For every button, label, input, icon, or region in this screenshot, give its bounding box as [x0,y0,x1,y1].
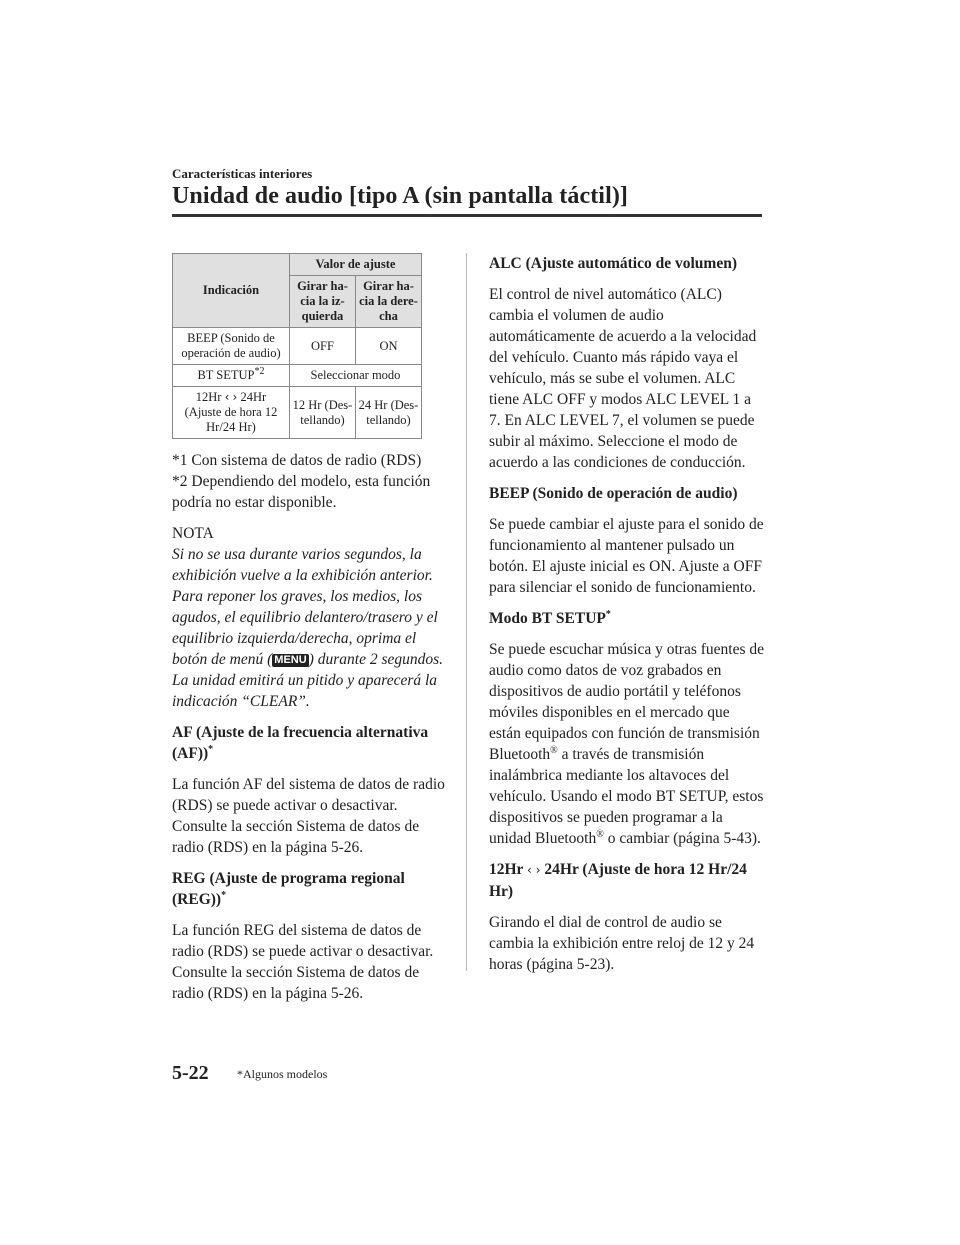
footer-note: *Algunos modelos [237,1067,328,1081]
settings-table [172,253,422,439]
reg-text: La función REG del sistema de datos de radio (RDS) se puede activar o desactivar. Consulte la sección Sistema de datos de radio (RDS) en la página 5-26. [172,922,434,1002]
nota-label: NOTA [172,525,214,542]
page-title: Unidad de audio [tipo A (sin pantalla táctil)] [172,183,629,209]
beep-text: Se puede cambiar el ajuste para el sonido de funcionamiento al mantener pulsado un botón. El ajuste inicial es ON. Ajuste a OFF para silenciar el sonido de funcionamiento. [489,516,764,596]
cell-indicacion: BT SETUP$^{*2}$ [173,365,290,387]
section-label: Características interiores [172,166,313,181]
page-number: 5-22 [172,1062,209,1084]
header-izquierda: Girar ha-cia la iz-quierda [289,276,355,328]
title-rule [172,214,762,217]
clock-text: Girando el dial de control de audio se cambia la exhibición entre reloj de 12 y 24 horas (página 5-23). [489,914,755,973]
nota-text: Si no se usa durante varios segundos, la exhibición vuelve a la exhibición anterior. Para reponer los graves, los medios, los agudos, el equilibrio delantero/trasero y el equilibrio izquierda/derecha, oprima el botón de menú ( MENU ) durante 2 segundos. La unidad emitirá un pitido y aparecerá la indicación “CLEAR”. [172,546,444,710]
header-derecha: Girar ha-cia la dere-cha [355,276,421,328]
left-column [172,253,452,1014]
clock-heading: 12Hr ‹ › 24Hr (Ajuste de hora 12 Hr/24 Hr) [489,861,747,900]
reg-heading: REG (Ajuste de programa regional (REG))* [172,870,405,908]
table-row [173,328,422,365]
table-row [173,365,422,387]
right-column [489,253,765,985]
chevron-right-icon: › [535,863,541,877]
chevron-left-icon: ‹ [224,390,230,404]
menu-button-icon: MENU [274,654,307,666]
bt-setup-text: Se puede escuchar música y otras fuentes de audio como datos de voz grabados en dispositivos de audio portátil y teléfonos móviles disponibles en el mercado que están equipados con función de transmisión Bluetooth® a través de transmisión inalámbrica mediante los altavoces del vehículo. Usando el modo BT SETUP, estos dispositivos se pueden programar a la unidad Bluetooth® o cambiar (página 5-43). [489,641,765,847]
chevron-right-icon: › [232,390,238,404]
cell-izquierda: OFF [289,328,355,365]
af-heading: AF (Ajuste de la frecuencia alternativa (AF))* [172,724,429,762]
bt-setup-heading: Modo BT SETUP* [489,608,611,627]
footnote-1: *1 Con sistema de datos de radio (RDS) [172,452,422,469]
table-row [173,387,422,439]
header-valor: Valor de ajuste [289,254,421,276]
cell-derecha: 24 Hr (Des-tellando) [355,387,421,439]
header-indicacion: Indicación [173,254,290,328]
cell-indicacion: BEEP (Sonido de operación de audio) [173,328,290,365]
footnotes [172,450,452,513]
footnote-2: *2 Dependiendo del modelo, esta función podría no estar disponible. [172,473,431,511]
cell-izquierda: 12 Hr (Des-tellando) [289,387,355,439]
af-text: La función AF del sistema de datos de radio (RDS) se puede activar o desactivar. Consulte la sección Sistema de datos de radio (RDS) en la página 5-26. [172,776,445,856]
alc-text: El control de nivel automático (ALC) cambia el volumen de audio automáticamente de acuerdo a la velocidad del vehículo. Cuanto más rápido vaya el vehículo, más se sube el volumen. ALC tiene ALC OFF y modos ALC LEVEL 1 a 7. En ALC LEVEL 7, el volumen se puede subir al máximo. Seleccione el modo de acuerdo a las condiciones de conducción. [489,286,757,471]
chevron-left-icon: ‹ [527,863,532,877]
beep-heading: BEEP (Sonido de operación de audio) [489,485,738,502]
alc-heading: ALC (Ajuste automático de volumen) [489,255,737,272]
cell-derecha: ON [355,328,421,365]
cell-indicacion: 12Hr ‹ › 24Hr (Ajuste de hora 12 Hr/24 Hr) [173,387,290,439]
column-divider [466,253,467,971]
cell-span: Seleccionar modo [289,365,421,387]
